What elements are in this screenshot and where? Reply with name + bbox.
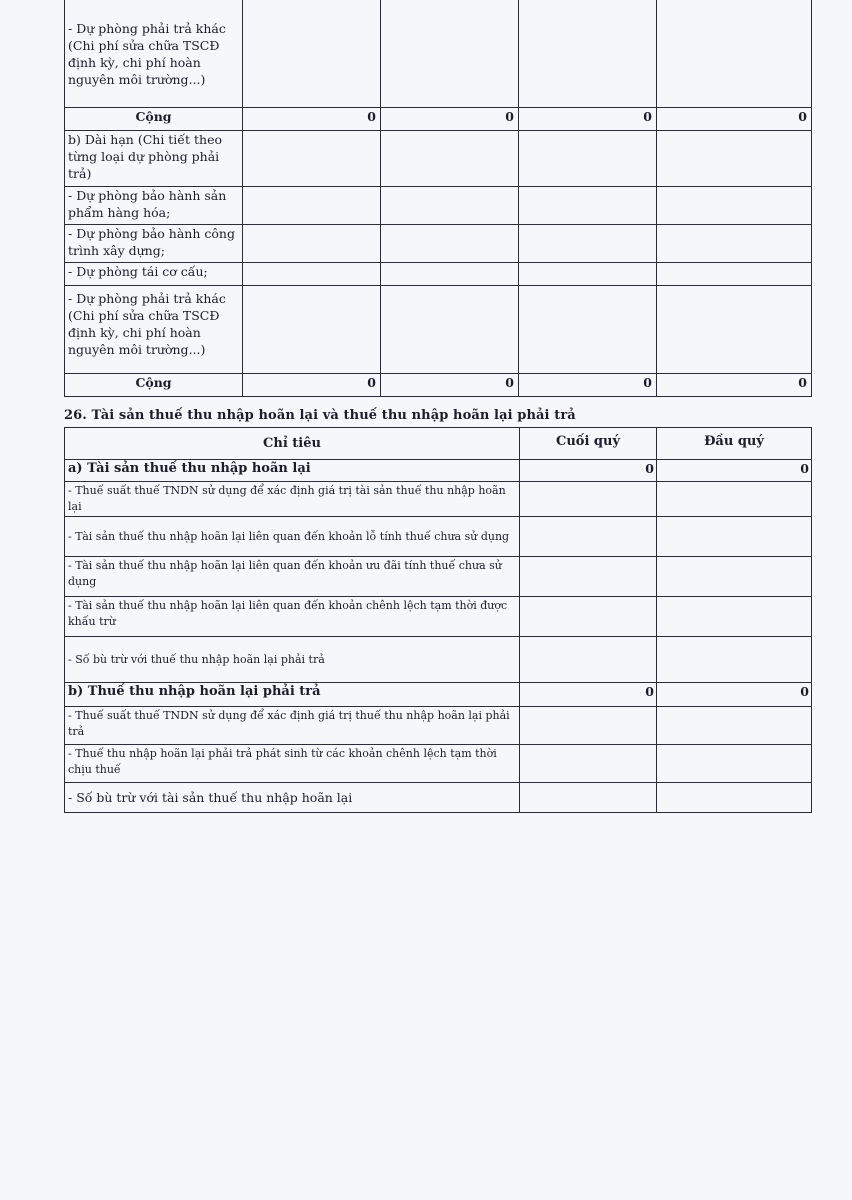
row-label: - Dự phòng tái cơ cấu; xyxy=(65,262,243,285)
row-label: b) Dài hạn (Chi tiết theo từng loại dự phòng phải trả) xyxy=(65,130,243,186)
column-header: Đầu quý xyxy=(657,428,812,460)
row-label: - Thuế suất thuế TNDN sử dụng để xác định giá trị thuế thu nhập hoãn lại phải trả xyxy=(65,707,520,745)
row-label: - Số bù trừ với thuế thu nhập hoãn lại phải trả xyxy=(65,637,520,683)
table-row xyxy=(65,707,812,745)
table-row xyxy=(65,745,812,783)
table-row xyxy=(65,517,812,557)
table-row xyxy=(65,130,812,186)
row-label: - Số bù trừ với tài sản thuế thu nhập hoãn lại xyxy=(65,783,520,813)
table-row xyxy=(65,637,812,683)
group-row xyxy=(65,460,812,482)
row-label: - Dự phòng bảo hành sản phẩm hàng hóa; xyxy=(65,186,243,224)
total-value: 0 xyxy=(657,107,812,130)
group-row xyxy=(65,683,812,707)
total-value: 0 xyxy=(381,373,519,396)
row-label: - Tài sản thuế thu nhập hoãn lại liên quan đến khoản lỗ tính thuế chưa sử dụng xyxy=(65,517,520,557)
total-value: 0 xyxy=(243,373,381,396)
row-label: - Dự phòng bảo hành công trình xây dựng; xyxy=(65,224,243,262)
cell-value: 0 xyxy=(520,460,657,482)
row-label: - Thuế thu nhập hoãn lại phải trả phát sinh từ các khoản chênh lệch tạm thời chịu thuế xyxy=(65,745,520,783)
cell-value: 0 xyxy=(520,683,657,707)
provisions-table xyxy=(64,0,812,397)
total-label: Cộng xyxy=(65,373,243,396)
table-row xyxy=(65,557,812,597)
row-label: - Tài sản thuế thu nhập hoãn lại liên quan đến khoản chênh lệch tạm thời được khấu trừ xyxy=(65,597,520,637)
table-row-total xyxy=(65,107,812,130)
group-label: a) Tài sản thuế thu nhập hoãn lại xyxy=(65,460,520,482)
row-label: - Thuế suất thuế TNDN sử dụng để xác định giá trị tài sản thuế thu nhập hoãn lại xyxy=(65,482,520,517)
total-label: Cộng xyxy=(65,107,243,130)
total-value: 0 xyxy=(519,107,657,130)
total-value: 0 xyxy=(243,107,381,130)
row-label: - Dự phòng phải trả khác (Chi phí sửa chữa TSCĐ định kỳ, chi phí hoàn nguyên môi trường...) xyxy=(65,285,243,373)
group-label: b) Thuế thu nhập hoãn lại phải trả xyxy=(65,683,520,707)
total-value: 0 xyxy=(519,373,657,396)
table-row xyxy=(65,0,812,107)
total-value: 0 xyxy=(381,107,519,130)
total-value: 0 xyxy=(657,373,812,396)
row-label: - Tài sản thuế thu nhập hoãn lại liên quan đến khoản ưu đãi tính thuế chưa sử dụng xyxy=(65,557,520,597)
column-header: Chỉ tiêu xyxy=(65,428,520,460)
section-title: 26. Tài sản thuế thu nhập hoãn lại và thuế thu nhập hoãn lại phải trả xyxy=(64,408,576,423)
table-row xyxy=(65,597,812,637)
row-label: - Dự phòng phải trả khác (Chi phí sửa chữa TSCĐ định kỳ, chi phí hoàn nguyên môi trường...) xyxy=(65,0,243,107)
table-header-row xyxy=(65,428,812,460)
table-row xyxy=(65,224,812,262)
table-row-total xyxy=(65,373,812,396)
deferred-tax-table xyxy=(64,427,812,813)
cell-value: 0 xyxy=(657,683,812,707)
cell-value: 0 xyxy=(657,460,812,482)
column-header: Cuối quý xyxy=(520,428,657,460)
table-row xyxy=(65,783,812,813)
table-row xyxy=(65,285,812,373)
table-row xyxy=(65,262,812,285)
table-row xyxy=(65,186,812,224)
table-row xyxy=(65,482,812,517)
